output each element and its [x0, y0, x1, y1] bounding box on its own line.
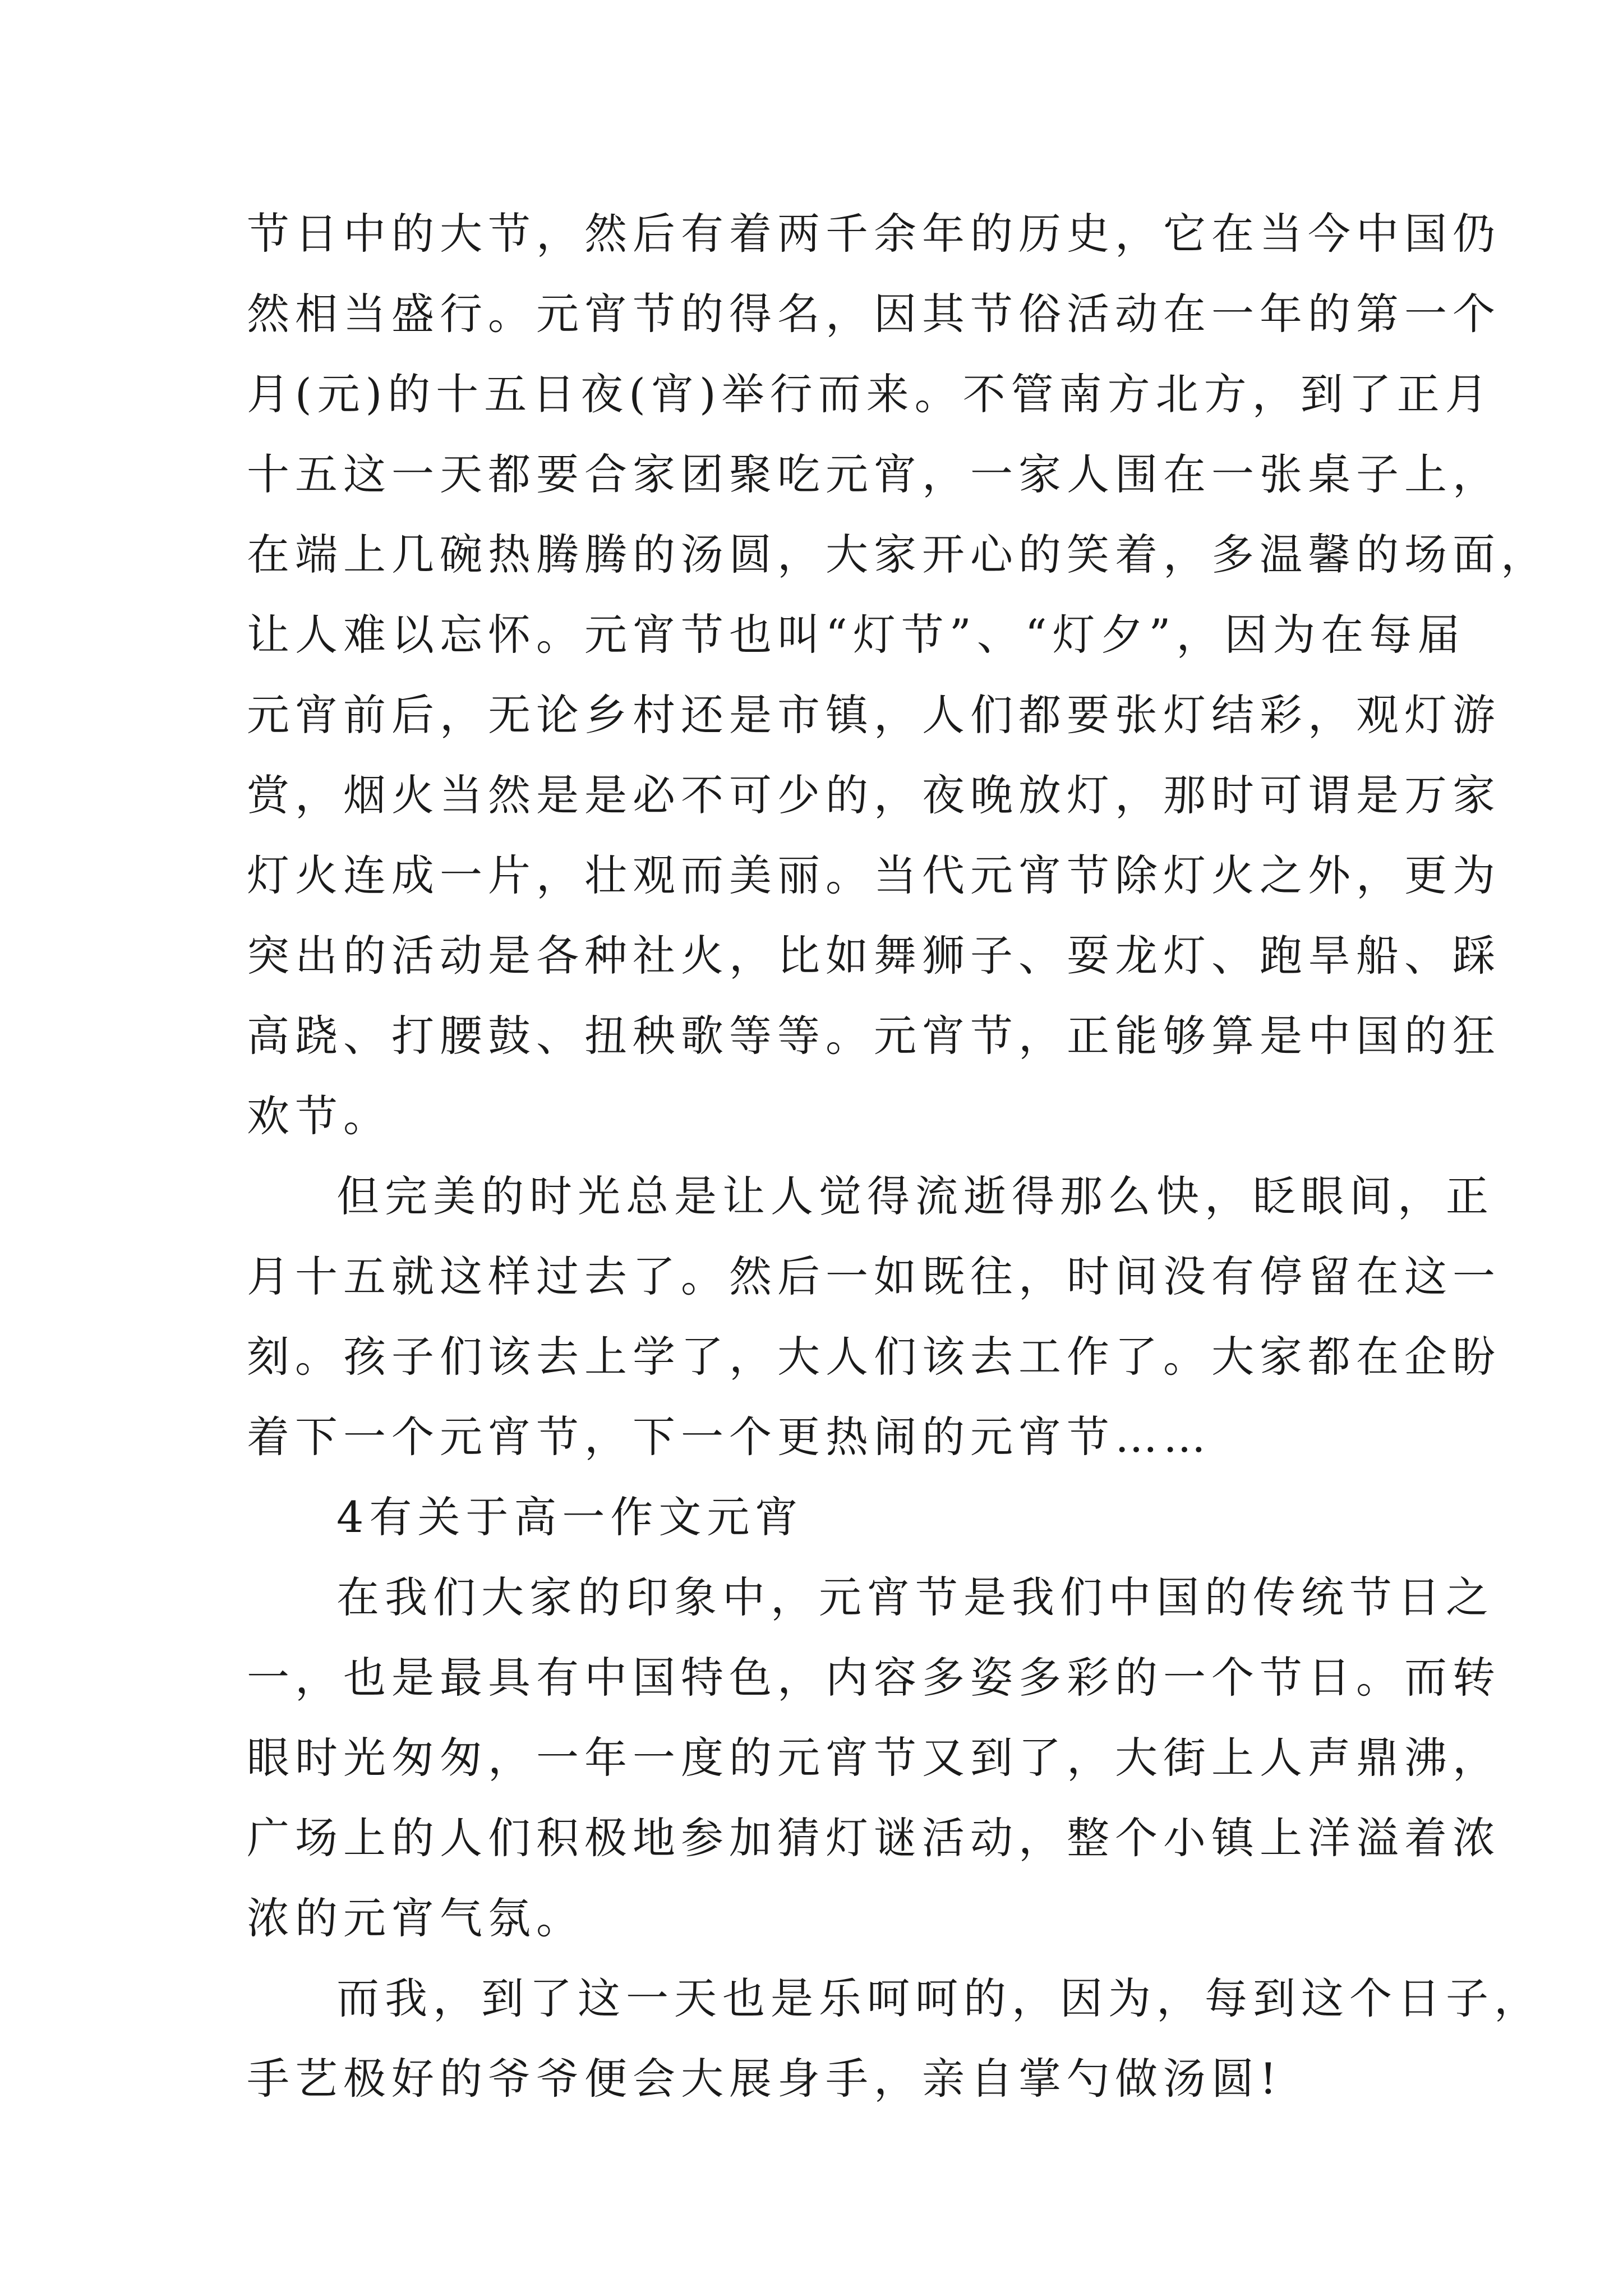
text-line: 高跷、打腰鼓、扭秧歌等等。元宵节，正能够算是中国的狂 [247, 1011, 1501, 1061]
paragraph-festival-description [247, 194, 1549, 1156]
text-line: 刻。孩子们该去上学了，大人们该去工作了。大家都在企盼 [247, 1332, 1501, 1382]
text-line: 灯火连成一片，壮观而美丽。当代元宵节除灯火之外，更为 [247, 850, 1501, 900]
text-line: 一，也是最具有中国特色，内容多姿多彩的一个节日。而转 [247, 1653, 1501, 1703]
document-page [247, 194, 1549, 2119]
text-line: 元宵前后，无论乡村还是市镇，人们都要张灯结彩，观灯游 [247, 690, 1501, 740]
paragraph-impression [247, 1557, 1501, 1958]
text-line: 眼时光匆匆，一年一度的元宵节又到了，大街上人声鼎沸， [247, 1733, 1501, 1783]
text-line: 突出的活动是各种社火，比如舞狮子、耍龙灯、跑旱船、踩 [247, 931, 1501, 981]
paragraph-grandpa [247, 1958, 1542, 2119]
text-line: 浓的元宵气氛。 [247, 1893, 584, 1943]
section-heading: 4有关于高一作文元宵 [336, 1492, 804, 1542]
text-line: 月十五就这样过去了。然后一如既往，时间没有停留在这一 [247, 1251, 1501, 1301]
text-line: 在端上几碗热腾腾的汤圆，大家开心的笑着，多温馨的场面， [247, 530, 1549, 579]
text-line: 手艺极好的爷爷便会大展身手，亲自掌勺做汤圆! [247, 2054, 1283, 2104]
text-line: 但完美的时光总是让人觉得流逝得那么快，眨眼间，正 [336, 1171, 1494, 1221]
text-line: 欢节。 [247, 1091, 391, 1141]
text-line: 在我们大家的印象中，元宵节是我们中国的传统节日之 [336, 1572, 1494, 1622]
text-line: 十五这一天都要合家团聚吃元宵，一家人围在一张桌子上， [247, 449, 1501, 499]
text-line: 让人难以忘怀。元宵节也叫“灯节”、“灯夕”，因为在每届 [247, 610, 1466, 660]
text-line: 然相当盛行。元宵节的得名，因其节俗活动在一年的第一个 [247, 289, 1501, 339]
text-line: 赏，烟火当然是是必不可少的，夜晚放灯，那时可谓是万家 [247, 770, 1501, 820]
paragraph-time-passing [247, 1156, 1501, 1477]
text-line: 月(元)的十五日夜(宵)举行而来。不管南方北方，到了正月 [247, 369, 1493, 419]
text-line: 广场上的人们积极地参加猜灯谜活动，整个小镇上洋溢着浓 [247, 1813, 1501, 1863]
text-line: 节日中的大节，然后有着两千余年的历史，它在当今中国仍 [247, 209, 1501, 259]
text-line: 而我，到了这一天也是乐呵呵的，因为，每到这个日子， [336, 1973, 1542, 2023]
text-line: 着下一个元宵节，下一个更热闹的元宵节…… [247, 1412, 1211, 1462]
